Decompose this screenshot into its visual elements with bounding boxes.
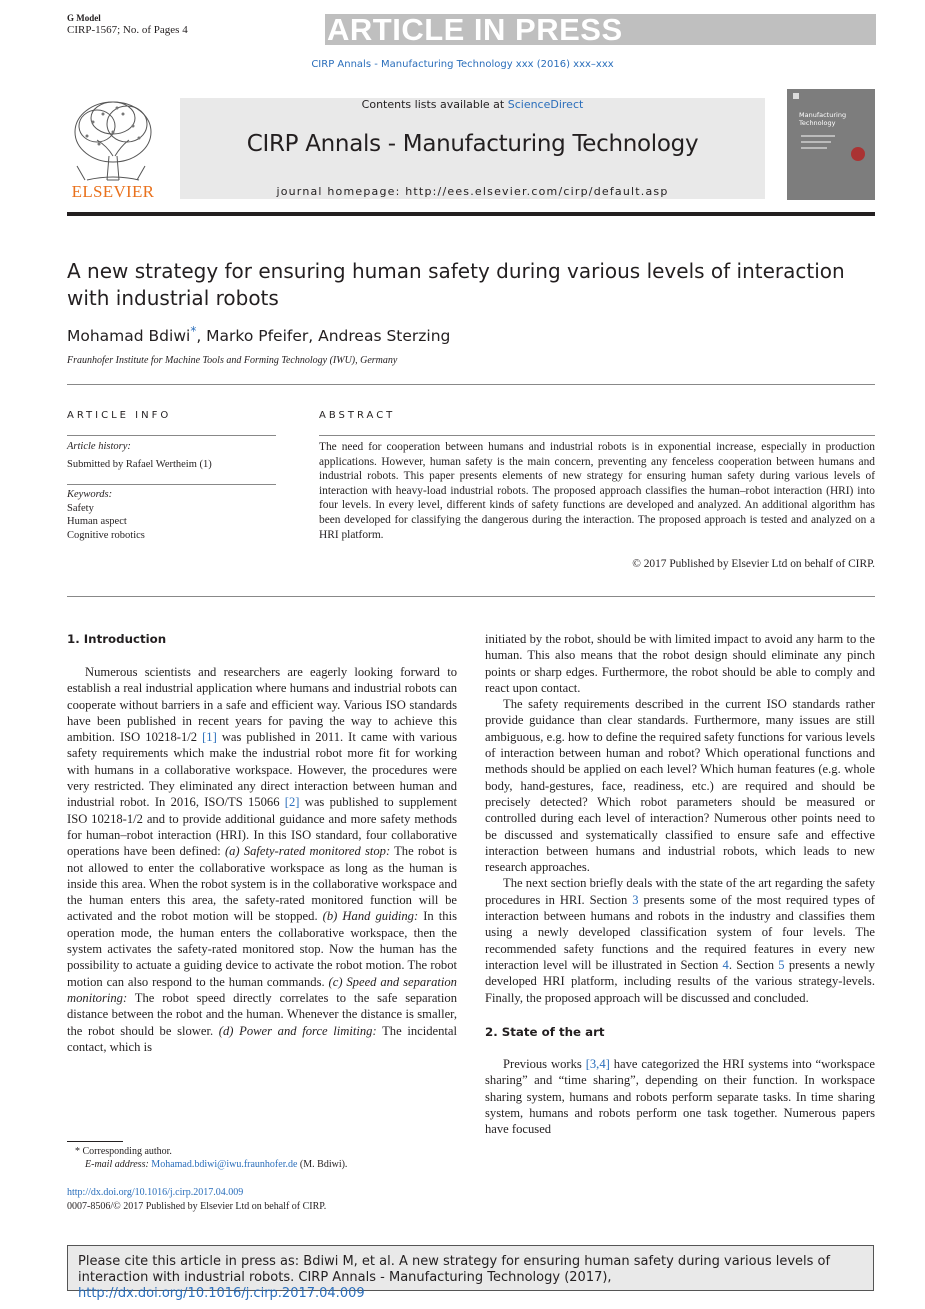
citation-link[interactable]: [1] [202, 730, 217, 745]
footnotes [75, 1145, 465, 1171]
affiliation: Fraunhofer Institute for Machine Tools and Forming Technology (IWU), Germany [67, 355, 398, 366]
article-info-caption: ARTICLE INFO [67, 410, 172, 421]
paragraph: initiated by the robot, should be with limited impact to avoid any harm to the human. This also means that the robot design should eliminate any pinch points or sharp edges. Furthermore, the robot should be able to comply and react upon contact. [485, 632, 875, 695]
section-link[interactable]: 3 [632, 892, 639, 907]
keyword: Human aspect [67, 516, 127, 527]
contents-line [180, 98, 765, 111]
citation-box [67, 1245, 874, 1301]
cover-title: Manufacturing Technology [799, 111, 847, 127]
keyword: Safety [67, 502, 94, 514]
journal-cover-thumbnail[interactable] [787, 89, 875, 200]
citation-link[interactable]: [3,4] [585, 1057, 610, 1072]
other-authors: , Marko Pfeifer, Andreas Sterzing [196, 327, 451, 346]
divider [67, 596, 875, 597]
abstract-text: The need for cooperation between humans and industrial robots is in exponential increase, especially in production applications. However, human safety is the main concern, preventing any fenceless cooperation between humans and industrial robots. This paper presents elements of new strategy for ensuring human safety during various levels of interaction with heavy-load industrial robots. The proposed approach classifies the human–robot interaction (HRI) into four levels. In every level, different kinds of safety functions are developed and analyzed. An additional algorithm has been developed for classifying the dangerous during the interaction. The proposed approach is tested and analyzed on a HRI platform. [319, 441, 875, 541]
journal-homepage[interactable]: journal homepage: http://ees.elsevier.com/cirp/default.asp [276, 185, 669, 198]
paragraph: The next section briefly deals with the state of the art regarding the safety procedures in HRI. Section 3 presents some of the most required types of interaction between humans and robots in the industry and classifies them using a newly developed classification system of four levels. The recommended safety functions and the required features in every new interaction level will be illustrated in Section 4. Section 5 presents a newly developed HRI platform, including results of the various strategy-levels. Finally, the proposed approach will be discussed and concluded. [485, 876, 875, 1005]
publication-meta [67, 1186, 467, 1214]
divider [67, 484, 276, 485]
sciencedirect-link[interactable]: ScienceDirect [507, 98, 584, 111]
corresponding-mark[interactable]: * [190, 324, 197, 338]
abstract-caption: ABSTRACT [319, 410, 396, 421]
paragraph: Previous works [3,4] have categorized the HRI systems into “workspace sharing” and “time sharing”, depending on their function. In workspace sharing system, humans and robots perform separate tasks. In time sharing system, humans and robots perform one task together. Numerous papers have focused [485, 1057, 875, 1137]
journal-reference[interactable]: CIRP Annals - Manufacturing Technology xxx (2016) xxx–xxx [311, 59, 614, 70]
citation-doi-link[interactable]: http://dx.doi.org/10.1016/j.cirp.2017.04.009 [78, 1286, 365, 1301]
corresponding-author-note: * Corresponding author. [75, 1146, 172, 1157]
divider [67, 384, 875, 385]
first-author: Mohamad Bdiwi [67, 327, 191, 346]
banner-text: ARTICLE IN PRESS [327, 12, 623, 47]
elsevier-wordmark: ELSEVIER [71, 182, 155, 201]
contents-prefix: Contents lists available at [361, 98, 508, 111]
email-note: E-mail address: Mohamad.bdiwi@iwu.fraunhofer.de (M. Bdiwi). [85, 1159, 348, 1170]
doi-link[interactable]: http://dx.doi.org/10.1016/j.cirp.2017.04.009 [67, 1187, 244, 1198]
issn-line: 0007-8506/© 2017 Published by Elsevier Ltd on behalf of CIRP. [67, 1201, 327, 1212]
masthead-rule [67, 212, 875, 216]
divider [319, 435, 875, 436]
cover-logo-icon [851, 147, 865, 161]
cover-line [801, 135, 835, 137]
article-in-press-banner [325, 14, 876, 45]
cover-emblem [793, 93, 799, 99]
abstract-copyright: © 2017 Published by Elsevier Ltd on behalf of CIRP. [632, 558, 875, 570]
cover-line [801, 141, 831, 143]
right-column-body [485, 631, 875, 1138]
submitted-by: Submitted by Rafael Wertheim (1) [67, 458, 212, 470]
footnote-rule [67, 1141, 123, 1142]
section-link[interactable]: 5 [778, 957, 785, 972]
article-code: CIRP-1567; No. of Pages 4 [67, 24, 188, 36]
citation-text: Please cite this article in press as: Bdiwi M, et al. A new strategy for ensuring human safety during various levels of interaction with industrial robots. CIRP Annals - Manufacturing Technology (2017), http://dx.doi.org/10.1016/j.cirp.2017.04.009 [78, 1254, 831, 1301]
section-heading-state-of-art: 2. State of the art [485, 1024, 605, 1039]
journal-title: CIRP Annals - Manufacturing Technology [246, 131, 699, 157]
keyword: Cognitive robotics [67, 529, 145, 541]
section-link[interactable]: 4 [722, 957, 729, 972]
history-label: Article history: [67, 441, 131, 452]
divider [67, 435, 276, 436]
cover-line [801, 147, 827, 149]
citation-link[interactable]: [2] [284, 795, 300, 810]
keywords-block [67, 488, 276, 542]
introduction-body [67, 664, 457, 1055]
article-history [67, 440, 276, 471]
keywords-label: Keywords: [67, 489, 113, 500]
section-heading-introduction: 1. Introduction [67, 632, 167, 646]
elsevier-logo[interactable] [67, 96, 159, 206]
paragraph: The safety requirements described in the current ISO standards rather provide guidance than clear standards. Furthermore, many issues are still ambiguous, e.g. how to define the required safety functions for various levels of interaction between human and robot? Which operational functions and methods should be applied on each level? Which human features (e.g. whole body, hand-gestures, face, readiness, etc.) are required and should be precisely detected? Which robot parameters should be measured or controlled during each level of interaction? Numerous other points need to be discussed and systematically classified to ensure safe and effective interaction between humans and industrial robots, which leads to new research approaches. [485, 697, 875, 875]
email-link[interactable]: Mohamad.bdiwi@iwu.fraunhofer.de [151, 1159, 298, 1170]
article-title: A new strategy for ensuring human safety during various levels of interaction with industrial robots [67, 259, 845, 310]
paragraph: Numerous scientists and researchers are eagerly looking forward to establish a real industrial application where humans and industrial robots can cooperate without barriers in a safe and efficient way. Various ISO standards have been published in recent years for paving the way to achieve this ambition. ISO 10218-1/2 [1] was published in 2011. It came with various safety requirements which make the industrial robot more fit for working with humans in a collaborative workspace. However, the procedures were very restricted. They eliminated any direct interaction between human and industrial robot. In 2016, ISO/TS 15066 [2] was published to supplement ISO 10218-1/2 and to provide additional guidance and more safety methods for human–robot interaction (HRI). In this ISO standard, four collaborative operations have been defined: (a) Safety-rated monitored stop: The robot is not allowed to enter the collaborative workspace as long as the human is inside this area. When the robot system is in the collaborative workspace and the human enters this area, the safety-rated monitored function will be activated and the robot motion will be stopped. (b) Hand guiding: In this operation mode, the human enters the collaborative workspace, then the system activates the safety-rated monitored stop. Now the human has the possibility to actuate a guiding device to activate the robot motion. The robot motion can also respond to the human commands. (c) Speed and separation monitoring: The robot speed directly correlates to the safe separation distance between the robot and the human. Whenever the distance is smaller, the robot should be slower. (d) Power and force limiting: The incidental contact, which is [67, 665, 458, 1054]
g-model-label: G Model [67, 13, 101, 23]
author-list [67, 324, 450, 345]
